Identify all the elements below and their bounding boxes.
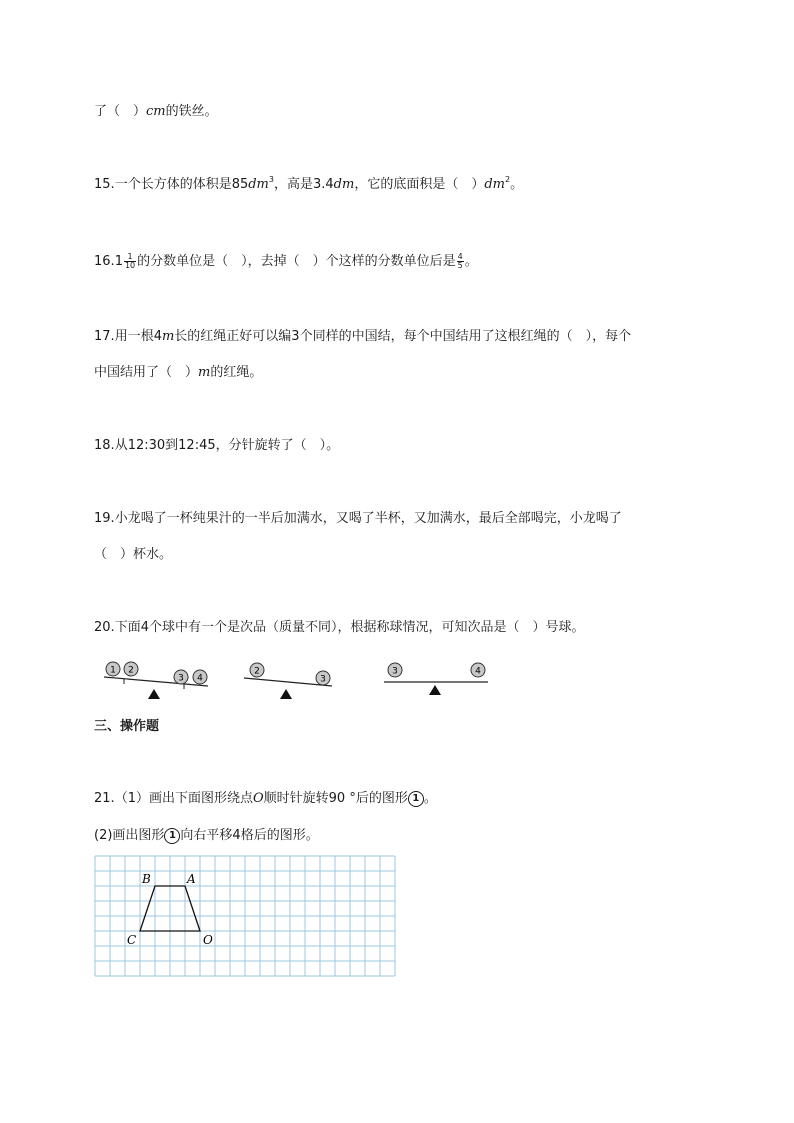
ball-3b <box>316 671 330 685</box>
grid-lines <box>95 856 395 976</box>
question-19-line-2: （ ）杯水。 <box>94 547 173 562</box>
svg-text:3: 3 <box>320 674 326 685</box>
balance-1 <box>104 662 208 699</box>
svg-text:4: 4 <box>197 673 203 684</box>
question-16: 16.1 $\frac{1}{10}$ 的分数单位是（ ），去掉（ ）个这样的分数单位后是 $\frac{4}{5}$ 。 <box>94 252 478 270</box>
label-B: B <box>142 872 151 886</box>
ball-4c <box>471 663 485 677</box>
ball-3c <box>388 663 402 677</box>
svg-text:2: 2 <box>254 666 260 677</box>
svg-text:3: 3 <box>392 666 398 677</box>
ball-2b <box>250 663 264 677</box>
drawing-grid[interactable] <box>94 855 396 977</box>
question-17-line-2: 中国结用了（ ）m的红绳。 <box>94 365 263 380</box>
label-A: A <box>187 872 196 886</box>
section-heading-operations: 三、操作题 <box>94 719 160 734</box>
svg-text:2: 2 <box>128 665 134 676</box>
question-19-line-1: 19.小龙喝了一杯纯果汁的一半后加满水，又喝了半杯，又加满水，最后全部喝完，小龙喝了 <box>94 511 622 526</box>
ball-3 <box>174 670 188 684</box>
balance-2 <box>244 663 332 699</box>
question-20: 20.下面4个球中有一个是次品（质量不同），根据称球情况，可知次品是（ ）号球。 <box>94 620 585 635</box>
balance-figures <box>96 656 516 702</box>
fulcrum-1 <box>148 689 160 699</box>
circled-one-mark: 1 <box>164 828 180 844</box>
fraction-4-5: $\frac{4}{5}$ <box>457 252 463 270</box>
question-21-part-2: (2)画出图形 1 向右平移4格后的图形。 <box>94 828 319 843</box>
label-O: O <box>203 933 213 947</box>
svg-text:4: 4 <box>475 666 481 677</box>
question-17-line-1: 17.用一根4m长的红绳正好可以编3个同样的中国结，每个中国结用了这根红绳的（ ），每个 <box>94 329 632 344</box>
fraction-1-10: $\frac{1}{10}$ <box>124 252 136 270</box>
question-21-part-1: 21.（1）画出下面图形绕点O顺时针旋转90 °后的图形 1 。 <box>94 791 437 806</box>
balance-3 <box>384 663 488 695</box>
circled-one-mark: 1 <box>408 791 424 807</box>
question-18: 18.从12:30到12:45，分针旋转了（ ）。 <box>94 438 340 453</box>
q14-tail: 了（ ）cm的铁丝。 <box>94 104 218 119</box>
ball-1 <box>106 662 120 676</box>
ball-4 <box>193 670 207 684</box>
fulcrum-3 <box>429 685 441 695</box>
question-15: 15.一个长方体的体积是$85dm^3$，高是3.4dm，它的底面积是（ ）$dm^2$。 <box>94 175 524 192</box>
fulcrum-2 <box>280 689 292 699</box>
svg-text:1: 1 <box>110 665 116 676</box>
ball-2 <box>124 662 138 676</box>
label-C: C <box>127 933 137 947</box>
svg-text:3: 3 <box>178 673 184 684</box>
